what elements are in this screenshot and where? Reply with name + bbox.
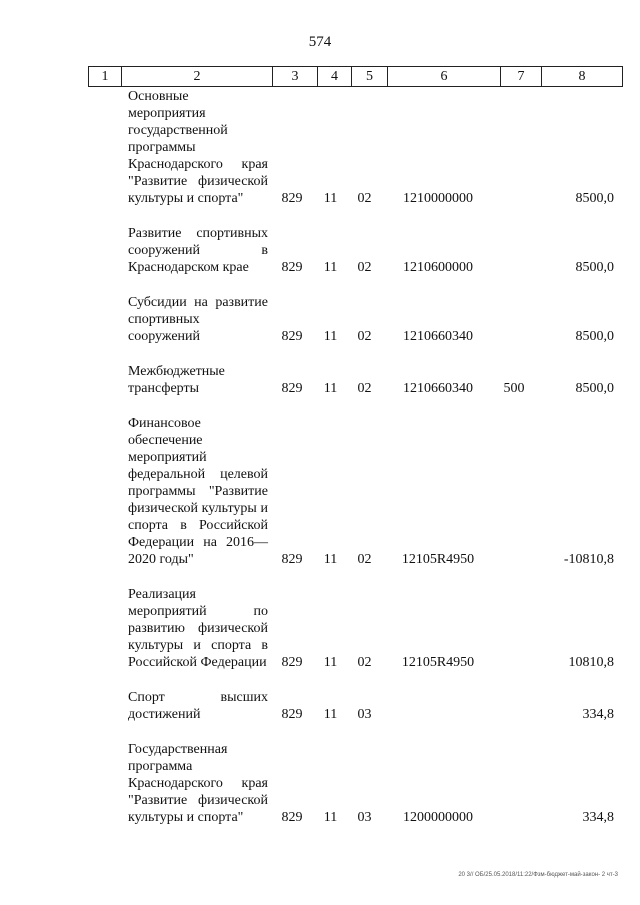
row-amount: -10810,8 <box>563 552 614 567</box>
table-row <box>88 225 614 276</box>
row-subsection: 02 <box>357 655 372 670</box>
row-section: 11 <box>323 707 338 722</box>
row-name: Субсидии на развитие спортивных сооружений <box>128 295 268 344</box>
row-target <box>382 689 494 723</box>
row-name: Развитие спортивных сооружений в Краснодарском крае <box>128 226 268 275</box>
row-section: 11 <box>323 329 338 344</box>
row-code: 829 <box>281 655 303 670</box>
table-row <box>88 363 614 397</box>
row-section: 11 <box>323 655 338 670</box>
row-amount: 8500,0 <box>575 260 614 275</box>
row-subsection: 02 <box>357 381 372 396</box>
header-col-7: 7 <box>501 67 542 87</box>
row-section: 11 <box>323 381 338 396</box>
row-amount: 334,8 <box>582 810 614 825</box>
row-subsection: 03 <box>357 810 372 825</box>
header-col-3: 3 <box>273 67 318 87</box>
header-col-8: 8 <box>542 67 623 87</box>
column-header-row <box>88 66 623 87</box>
row-target: 12105R4950 <box>401 655 475 670</box>
row-name: Межбюджетные трансферты <box>128 364 225 396</box>
header-col-1: 1 <box>89 67 122 87</box>
row-type <box>494 294 534 345</box>
row-code: 829 <box>281 810 303 825</box>
row-amount: 8500,0 <box>575 191 614 206</box>
table-row <box>88 586 614 671</box>
row-subsection: 02 <box>357 191 372 206</box>
row-code: 829 <box>281 191 303 206</box>
page-number: 574 <box>308 34 332 50</box>
row-subsection: 03 <box>357 707 372 722</box>
row-target: 1210660340 <box>403 329 473 344</box>
row-name: Спорт высших достижений <box>128 690 268 722</box>
row-section: 11 <box>323 810 338 825</box>
row-subsection: 02 <box>357 329 372 344</box>
row-amount: 334,8 <box>582 707 614 722</box>
table-row <box>88 294 614 345</box>
row-code: 829 <box>281 260 303 275</box>
row-type <box>494 741 534 826</box>
header-col-6: 6 <box>388 67 501 87</box>
row-code: 829 <box>281 329 303 344</box>
row-name: Основные мероприятия государственной программы Краснодарского края "Развитие физической культуры и спорта" <box>128 89 268 206</box>
row-amount: 10810,8 <box>568 655 614 670</box>
row-target: 12105R4950 <box>401 552 475 567</box>
row-target: 1210660340 <box>403 381 473 396</box>
row-type <box>494 689 534 723</box>
row-code: 829 <box>281 552 303 567</box>
footer-stamp: 20 3// ОБ/25.05.2018/11:22/Фзм-бюджет-май-закон- 2 чт-3 <box>458 872 618 878</box>
row-name: Финансовое обеспечение мероприятий федеральной целевой программы "Развитие физической культуры и спорта в Российской Федерации на 2016—2020 годы" <box>128 416 268 567</box>
row-subsection: 02 <box>357 552 372 567</box>
row-type: 500 <box>503 381 525 396</box>
row-target: 1210600000 <box>403 260 473 275</box>
row-code: 829 <box>281 381 303 396</box>
row-code: 829 <box>281 707 303 722</box>
row-subsection: 02 <box>357 260 372 275</box>
row-type <box>494 88 534 207</box>
row-amount: 8500,0 <box>575 381 614 396</box>
budget-table <box>88 88 614 826</box>
row-amount: 8500,0 <box>575 329 614 344</box>
row-type <box>494 225 534 276</box>
row-name: Реализация мероприятий по развитию физической культуры и спорта в Российской Федерации <box>128 587 268 670</box>
table-row <box>88 741 614 826</box>
header-col-4: 4 <box>318 67 352 87</box>
table-row <box>88 689 614 723</box>
row-type <box>494 415 534 568</box>
table-row <box>88 415 614 568</box>
header-col-5: 5 <box>352 67 388 87</box>
row-section: 11 <box>323 260 338 275</box>
row-target: 1200000000 <box>403 810 473 825</box>
row-type <box>494 586 534 671</box>
table-row <box>88 88 614 207</box>
row-name: Государственная программа Краснодарского края "Развитие физической культуры и спорта" <box>128 742 268 825</box>
row-target: 1210000000 <box>403 191 473 206</box>
header-col-2: 2 <box>122 67 273 87</box>
row-section: 11 <box>323 191 338 206</box>
row-section: 11 <box>323 552 338 567</box>
